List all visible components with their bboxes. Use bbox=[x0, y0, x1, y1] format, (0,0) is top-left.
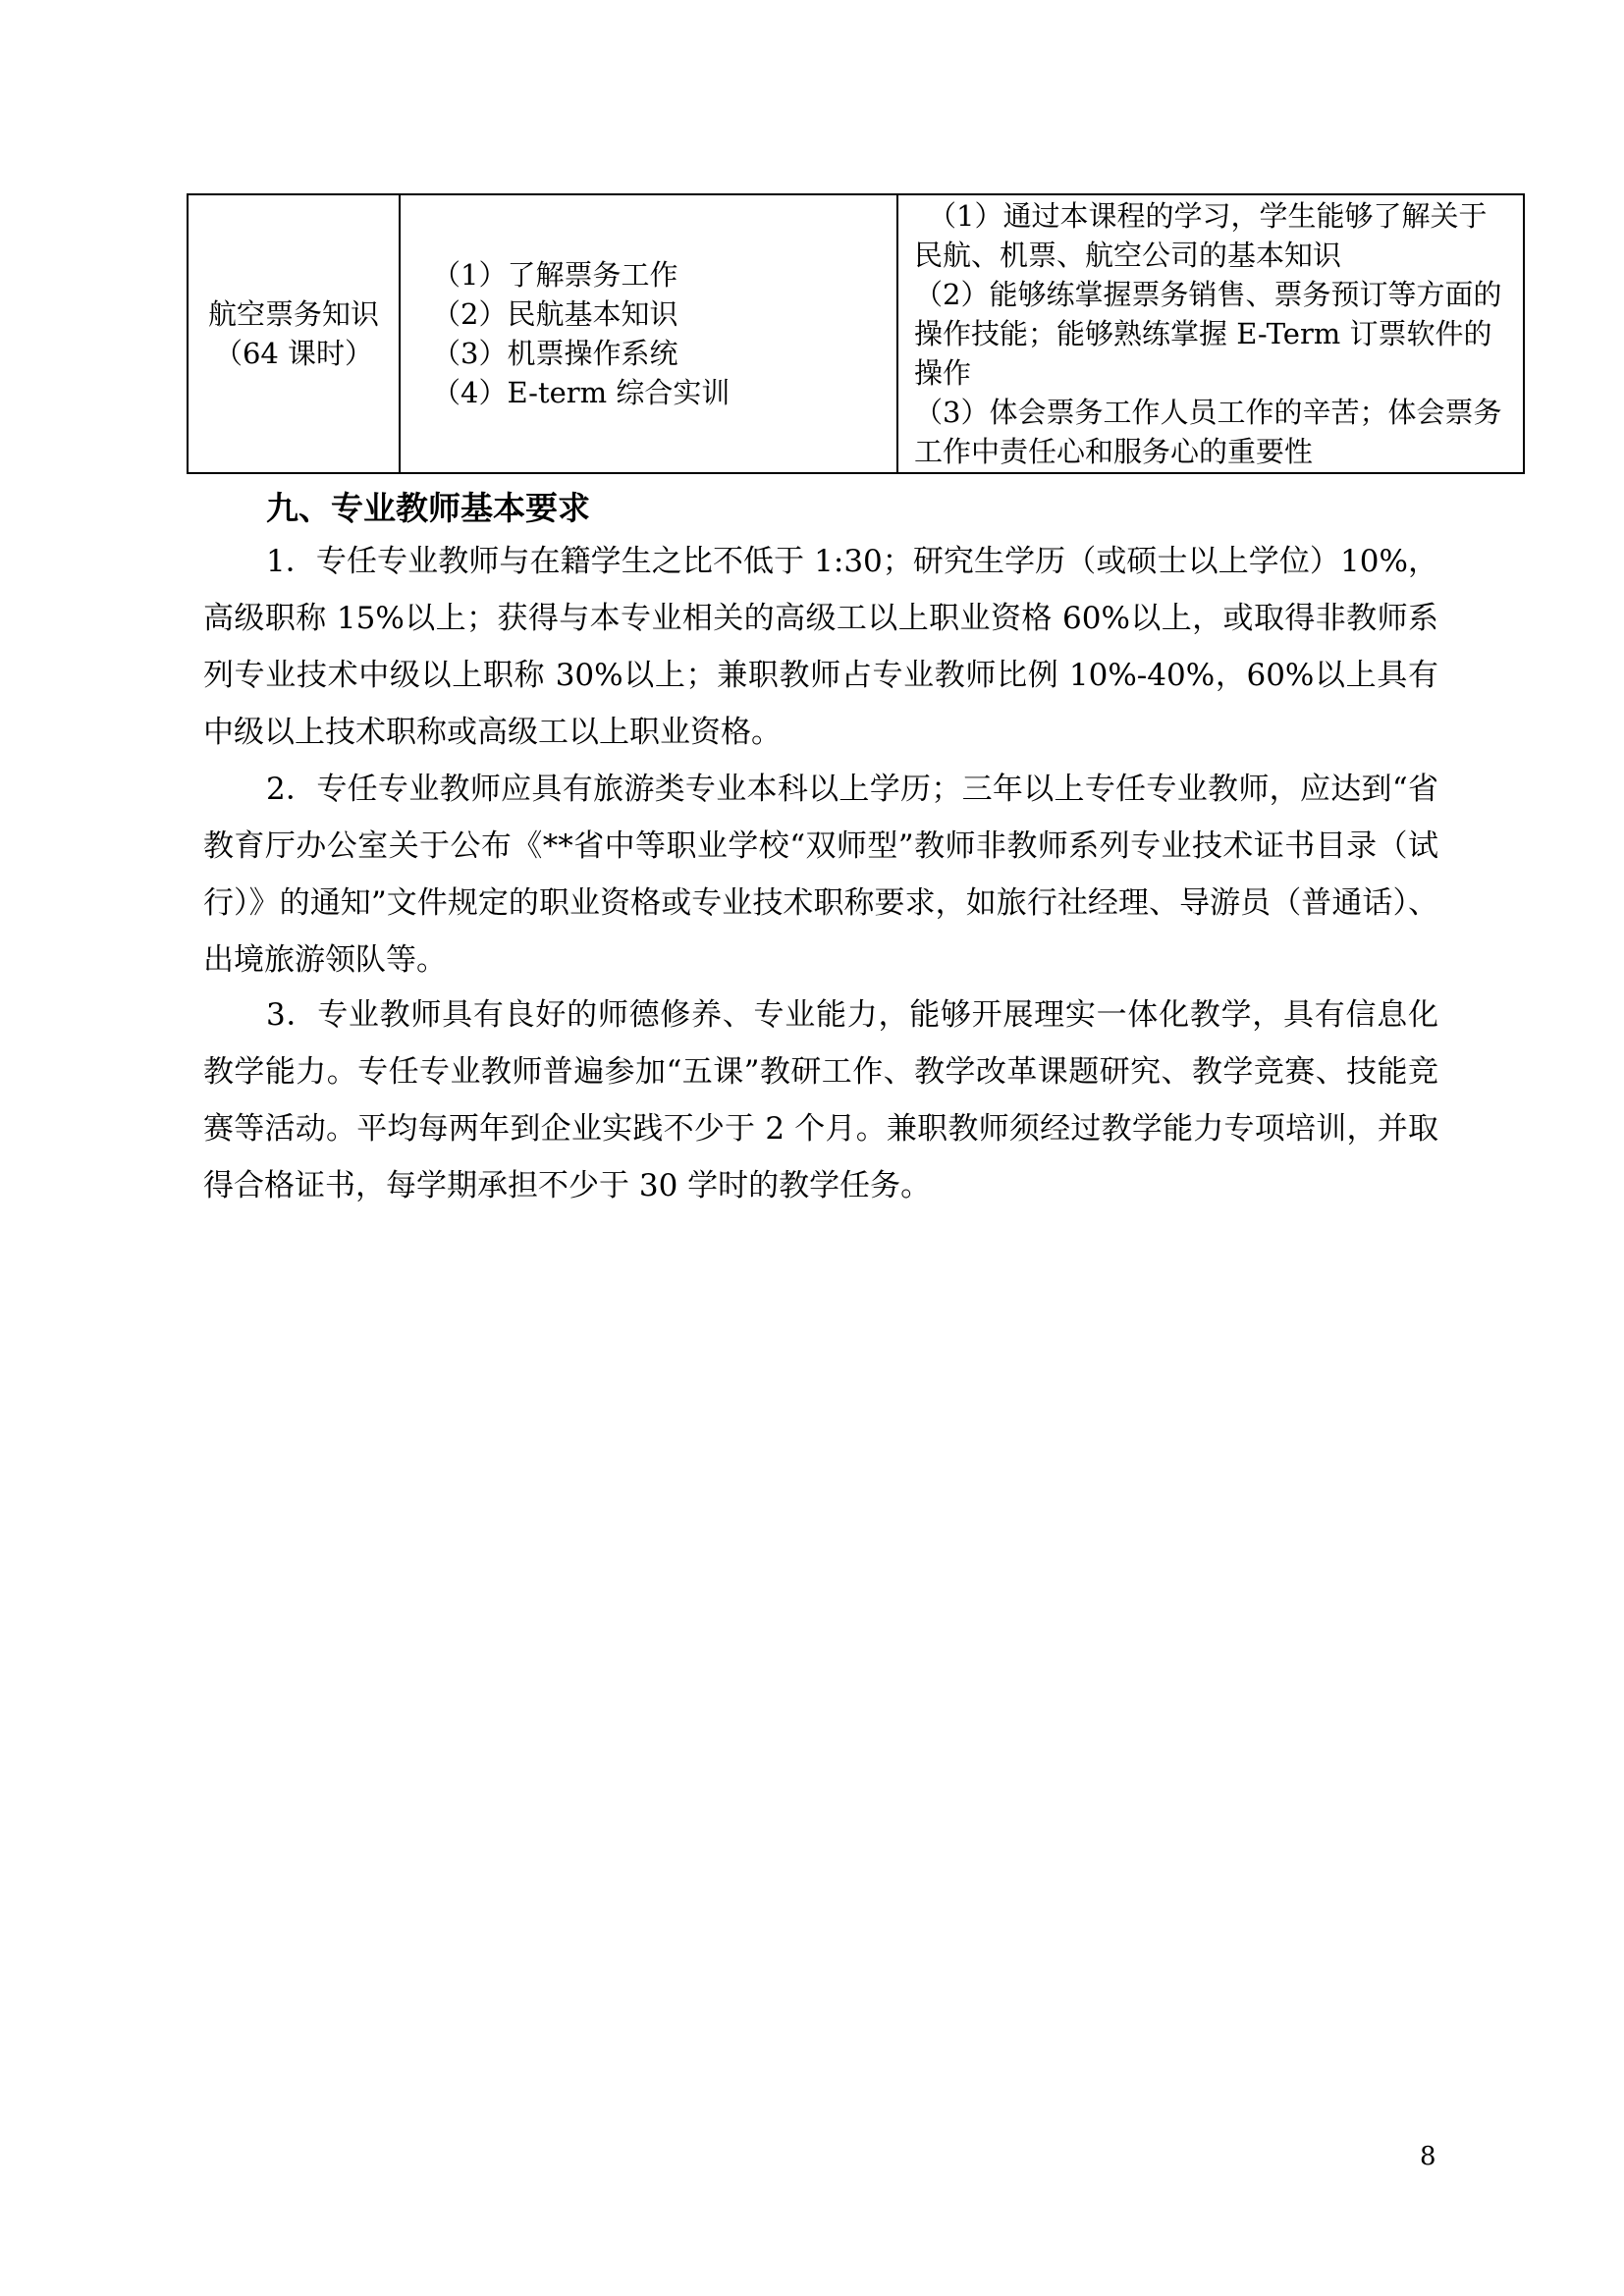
goal-item: （3）体会票务工作人员工作的辛苦；体会票务工作中责任心和服务心的重要性 bbox=[914, 396, 1502, 468]
table-row bbox=[188, 194, 1524, 473]
content-item: （3）机票操作系统 bbox=[432, 337, 678, 370]
content-item: （4）E-term 综合实训 bbox=[432, 376, 731, 409]
course-content-cell bbox=[400, 194, 897, 473]
course-goal-cell bbox=[897, 194, 1524, 473]
section-heading: 九、专业教师基本要求 bbox=[266, 489, 590, 527]
page-number: 8 bbox=[1420, 2142, 1436, 2171]
requirement-paragraph-1: 1．专任专业教师与在籍学生之比不低于 1:30；研究生学历（或硕士以上学位）10%，高级职称 15%以上；获得与本专业相关的高级工以上职业资格 60%以上，或取得非教师系列专业技术中级以上职称 30%以上；兼职教师占专业教师比例 10%-40%，60%以上具有中级以上技术职称或高级工以上职业资格。 bbox=[203, 544, 1438, 750]
content-item: （1）了解票务工作 bbox=[432, 258, 678, 292]
requirement-paragraph-3: 3．专业教师具有良好的师德修养、专业能力，能够开展理实一体化教学，具有信息化教学能力。专任专业教师普遍参加“五课”教研工作、教学改革课题研究、教学竞赛、技能竞赛等活动。平均每两年到企业实践不少于 2 个月。兼职教师须经过教学能力专项培训，并取得合格证书，每学期承担不少于 30 学时的教学任务。 bbox=[203, 997, 1438, 1203]
course-hours: （64 课时） bbox=[213, 337, 374, 370]
course-name: 航空票务知识 bbox=[207, 297, 379, 331]
requirement-paragraph-2: 2．专任专业教师应具有旅游类专业本科以上学历；三年以上专任专业教师，应达到“省教育厅办公室关于公布《**省中等职业学校“双师型”教师非教师系列专业技术证书目录（试行）》的通知”文件规定的职业资格或专业技术职称要求，如旅行社经理、导游员（普通话）、出境旅游领队等。 bbox=[203, 772, 1438, 978]
goal-item: （1）通过本课程的学习，学生能够了解关于民航、机票、航空公司的基本知识 bbox=[914, 199, 1488, 272]
course-table bbox=[187, 193, 1525, 474]
content-item: （2）民航基本知识 bbox=[432, 297, 678, 331]
course-name-cell bbox=[188, 194, 400, 473]
goal-item: （2）能够练掌握票务销售、票务预订等方面的操作技能；能够熟练掌握 E-Term 订票软件的操作 bbox=[914, 278, 1502, 390]
